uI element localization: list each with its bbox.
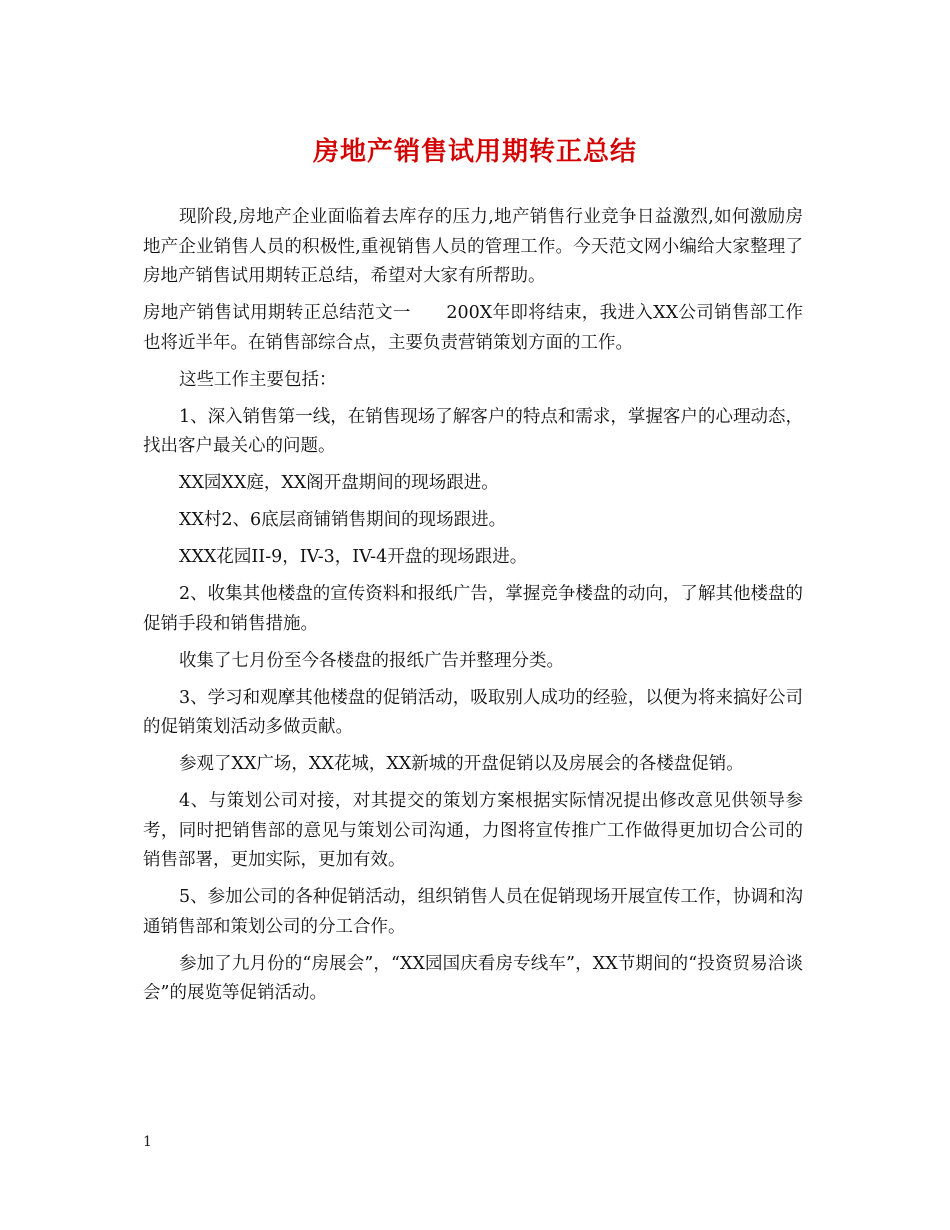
document-body xyxy=(143,203,803,1016)
paragraph: 这些工作主要包括： xyxy=(179,369,337,390)
paragraph-intro: 现阶段,房地产企业面临着去库存的压力,地产销售行业竞争日益激烈,如何激励房地产企业销售人员的积极性,重视销售人员的管理工作。今天范文网小编给大家整理了房地产销售试用期转正总结，希望对大家有所帮助。 xyxy=(143,207,803,286)
paragraph: 3、学习和观摩其他楼盘的促销活动，吸取别人成功的经验，以便为将来搞好公司的促销策划活动多做贡献。 xyxy=(143,687,803,737)
paragraph-sample-heading: 房地产销售试用期转正总结范文一 200X年即将结束，我进入XX公司销售部工作也将近半年。在销售部综合点，主要负责营销策划方面的工作。 xyxy=(143,303,803,353)
paragraph: XX村2、6底层商铺销售期间的现场跟进。 xyxy=(179,510,507,530)
paragraph: 收集了七月份至今各楼盘的报纸广告并整理分类。 xyxy=(179,650,564,671)
page-number: 1 xyxy=(143,1134,152,1150)
paragraph: XXX花园II-9，IV-3，IV-4开盘的现场跟进。 xyxy=(179,547,528,567)
paragraph: XX园XX庭，XX阁开盘期间的现场跟进。 xyxy=(179,473,499,493)
paragraph: 参加了九月份的“房展会”，“XX园国庆看房专线车”，XX节期间的“投资贸易洽谈会”的展览等促销活动。 xyxy=(143,953,803,1003)
paragraph: 参观了XX广场，XX花城，XX新城的开盘促销以及房展会的各楼盘促销。 xyxy=(179,754,744,774)
document-title: 房地产销售试用期转正总结 xyxy=(312,137,637,167)
paragraph: 1、深入销售第一线，在销售现场了解客户的特点和需求，掌握客户的心理动态，找出客户最关心的问题。 xyxy=(143,406,803,456)
paragraph: 4、与策划公司对接，对其提交的策划方案根据实际情况提出修改意见供领导参考，同时把销售部的意见与策划公司沟通，力图将宣传推广工作做得更加切合公司的销售部署，更加实际，更加有效。 xyxy=(143,791,803,870)
paragraph: 2、收集其他楼盘的宣传资料和报纸广告，掌握竞争楼盘的动向，了解其他楼盘的促销手段和销售措施。 xyxy=(143,584,803,634)
paragraph: 5、参加公司的各种促销活动，组织销售人员在促销现场开展宣传工作，协调和沟通销售部和策划公司的分工合作。 xyxy=(143,887,803,937)
